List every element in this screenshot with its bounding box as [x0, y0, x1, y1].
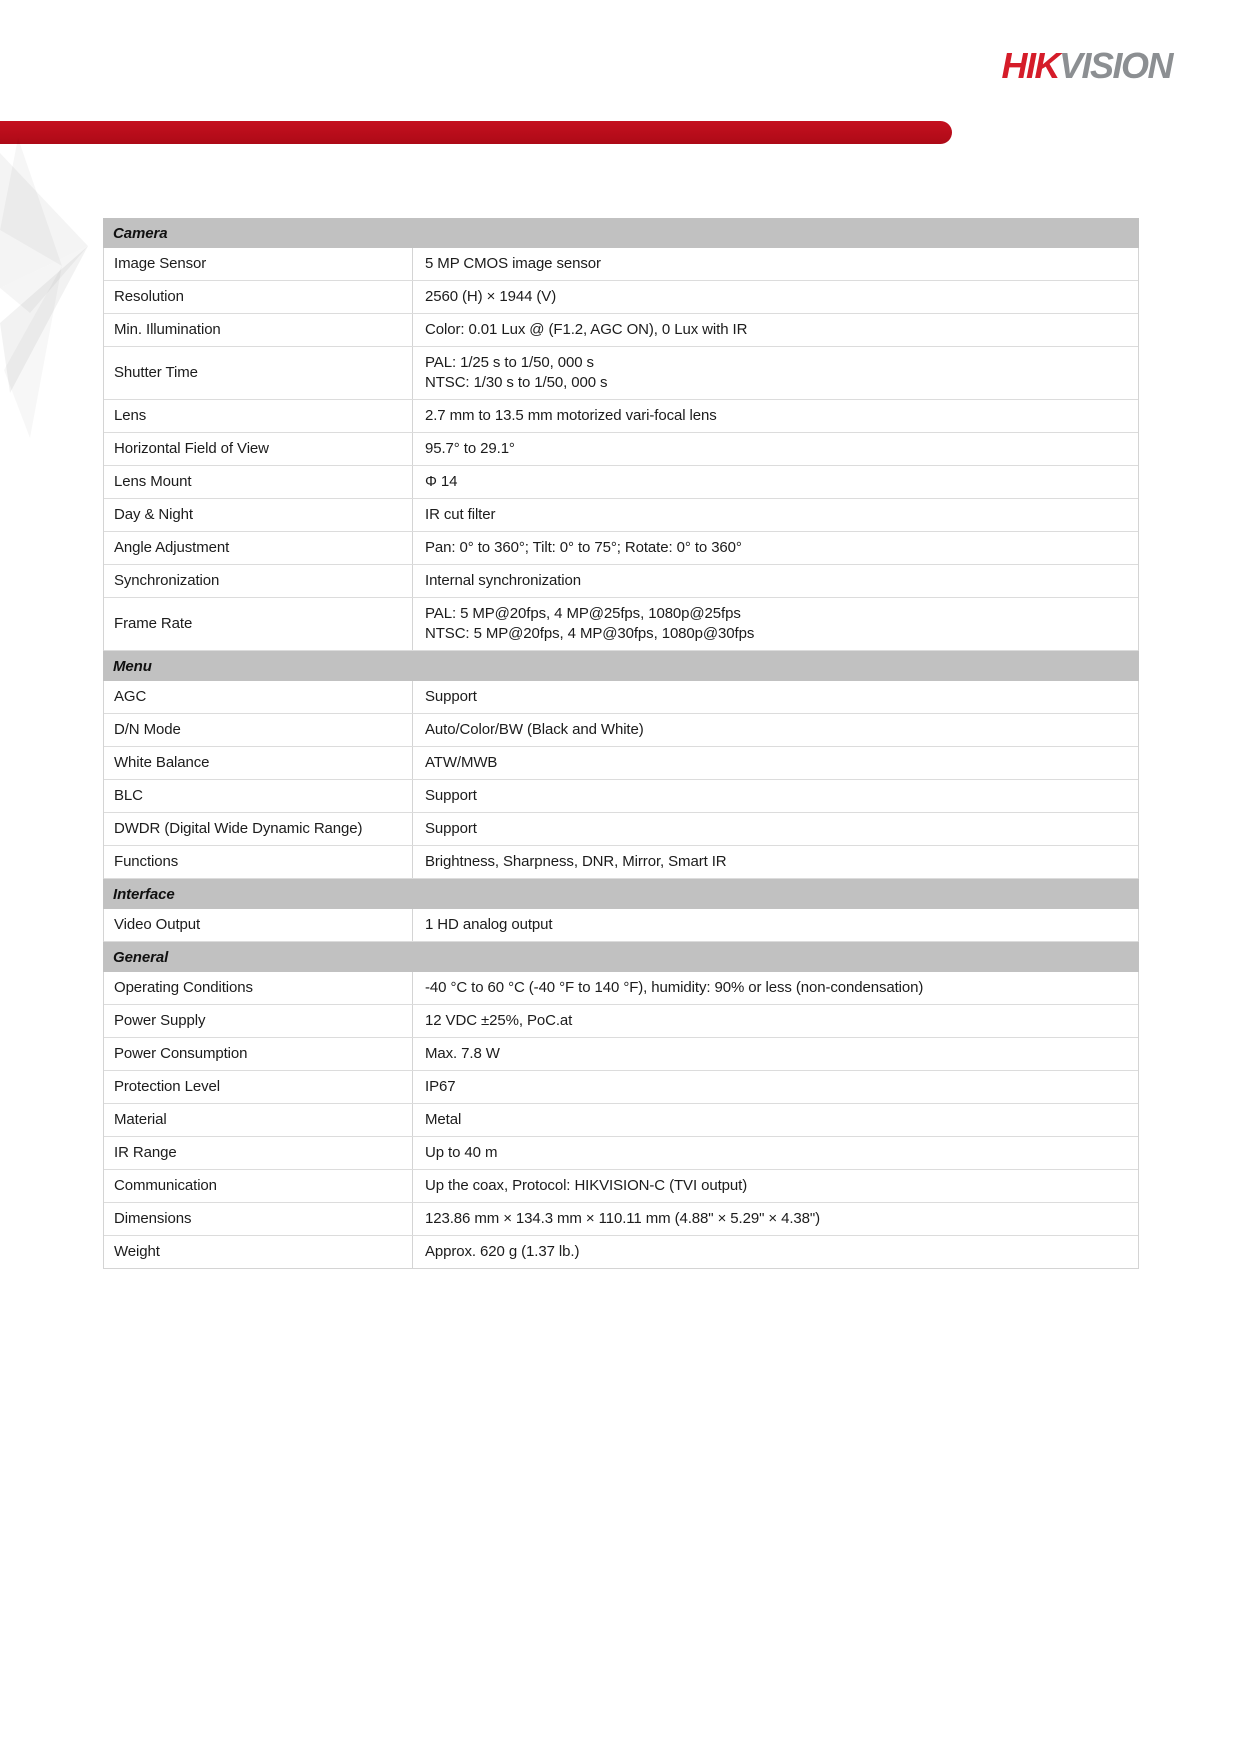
- spec-value: Metal: [425, 1111, 462, 1128]
- logo-hik-text: HIK: [1001, 45, 1059, 86]
- spec-value: -40 °C to 60 °C (-40 °F to 140 °F), humidity: 90% or less (non-condensation): [425, 979, 924, 996]
- spec-key: Operating Conditions: [104, 972, 413, 1004]
- spec-row-power-consumption: [104, 1038, 1138, 1071]
- spec-row-communication: [104, 1170, 1138, 1203]
- spec-key: Horizontal Field of View: [104, 433, 413, 465]
- spec-value: 2560 (H) × 1944 (V): [425, 288, 557, 305]
- spec-key: Resolution: [104, 281, 413, 313]
- spec-value: 95.7° to 29.1°: [425, 440, 515, 457]
- spec-row-video-output: [104, 909, 1138, 942]
- spec-row-min-illumination: [104, 314, 1138, 347]
- spec-value: Support: [425, 688, 477, 705]
- spec-key: Synchronization: [104, 565, 413, 597]
- spec-value: PAL: 1/25 s to 1/50, 000 s NTSC: 1/30 s to 1/50, 000 s: [425, 354, 608, 391]
- spec-row-lens-mount: [104, 466, 1138, 499]
- spec-value: Internal synchronization: [425, 572, 582, 589]
- spec-row-weight: [104, 1236, 1138, 1268]
- spec-row-shutter-time: [104, 347, 1138, 400]
- background-watermark-shape: [0, 138, 115, 448]
- spec-value: Color: 0.01 Lux @ (F1.2, AGC ON), 0 Lux with IR: [425, 321, 748, 338]
- spec-value: IR cut filter: [425, 506, 496, 523]
- section-header-menu: Menu: [103, 651, 1139, 681]
- section-header-interface: Interface: [103, 879, 1139, 909]
- spec-key: Angle Adjustment: [104, 532, 413, 564]
- spec-row-resolution: [104, 281, 1138, 314]
- spec-value: IP67: [425, 1078, 456, 1095]
- spec-value: 5 MP CMOS image sensor: [425, 255, 601, 272]
- spec-value: Up to 40 m: [425, 1144, 498, 1161]
- spec-key: Dimensions: [104, 1203, 413, 1235]
- section-header-general: General: [103, 942, 1139, 972]
- spec-row-power-supply: [104, 1005, 1138, 1038]
- spec-value: PAL: 5 MP@20fps, 4 MP@25fps, 1080p@25fps NTSC: 5 MP@20fps, 4 MP@30fps, 1080p@30fps: [425, 605, 755, 642]
- spec-key: Lens: [104, 400, 413, 432]
- spec-value: Brightness, Sharpness, DNR, Mirror, Smart IR: [425, 853, 727, 870]
- spec-row-image-sensor: [104, 248, 1138, 281]
- spec-row-angle-adjustment: [104, 532, 1138, 565]
- spec-key: Lens Mount: [104, 466, 413, 498]
- spec-value: Approx. 620 g (1.37 lb.): [425, 1243, 580, 1260]
- section-header-camera: Camera: [103, 218, 1139, 248]
- spec-value: Φ 14: [425, 473, 458, 490]
- spec-key: AGC: [104, 681, 413, 713]
- spec-key: Day & Night: [104, 499, 413, 531]
- spec-row-blc: [104, 780, 1138, 813]
- spec-row-material: [104, 1104, 1138, 1137]
- spec-row-agc: [104, 681, 1138, 714]
- spec-value: 12 VDC ±25%, PoC.at: [425, 1012, 573, 1029]
- hikvision-logo: [1001, 45, 1172, 86]
- spec-key: D/N Mode: [104, 714, 413, 746]
- spec-table: [103, 218, 1139, 1269]
- spec-key: Frame Rate: [104, 598, 413, 650]
- spec-key: White Balance: [104, 747, 413, 779]
- spec-key: Power Supply: [104, 1005, 413, 1037]
- spec-value: ATW/MWB: [425, 754, 498, 771]
- spec-row-horizontal-field-of-view: [104, 433, 1138, 466]
- spec-key: BLC: [104, 780, 413, 812]
- spec-row-protection-level: [104, 1071, 1138, 1104]
- spec-value: Support: [425, 787, 477, 804]
- spec-row-operating-conditions: [104, 972, 1138, 1005]
- spec-row-synchronization: [104, 565, 1138, 598]
- spec-row-dimensions: [104, 1203, 1138, 1236]
- spec-value: Auto/Color/BW (Black and White): [425, 721, 644, 738]
- spec-value: Pan: 0° to 360°; Tilt: 0° to 75°; Rotate: 0° to 360°: [425, 539, 742, 556]
- spec-value: Support: [425, 820, 477, 837]
- spec-row-frame-rate: [104, 598, 1138, 651]
- spec-key: Min. Illumination: [104, 314, 413, 346]
- spec-key: IR Range: [104, 1137, 413, 1169]
- spec-key: Communication: [104, 1170, 413, 1202]
- spec-key: Weight: [104, 1236, 413, 1268]
- spec-row-lens: [104, 400, 1138, 433]
- spec-key: Power Consumption: [104, 1038, 413, 1070]
- spec-key: Protection Level: [104, 1071, 413, 1103]
- spec-value: Max. 7.8 W: [425, 1045, 500, 1062]
- spec-row-day-night: [104, 499, 1138, 532]
- spec-key: Video Output: [104, 909, 413, 941]
- spec-key: Functions: [104, 846, 413, 878]
- spec-value: Up the coax, Protocol: HIKVISION-C (TVI output): [425, 1177, 748, 1194]
- spec-value: 123.86 mm × 134.3 mm × 110.11 mm (4.88" × 5.29" × 4.38"): [425, 1210, 821, 1227]
- spec-row-functions: [104, 846, 1138, 879]
- spec-row-d-n-mode: [104, 714, 1138, 747]
- header-accent-bar: [0, 121, 952, 144]
- spec-key: Material: [104, 1104, 413, 1136]
- spec-key: Image Sensor: [104, 248, 413, 280]
- spec-key: Shutter Time: [104, 347, 413, 399]
- spec-value: 2.7 mm to 13.5 mm motorized vari-focal lens: [425, 407, 717, 424]
- logo-vision-text: VISION: [1058, 45, 1172, 86]
- spec-row-ir-range: [104, 1137, 1138, 1170]
- spec-key: DWDR (Digital Wide Dynamic Range): [104, 813, 413, 845]
- spec-row-dwdr-digital-wide-dynamic-range: [104, 813, 1138, 846]
- spec-value: 1 HD analog output: [425, 916, 553, 933]
- spec-row-white-balance: [104, 747, 1138, 780]
